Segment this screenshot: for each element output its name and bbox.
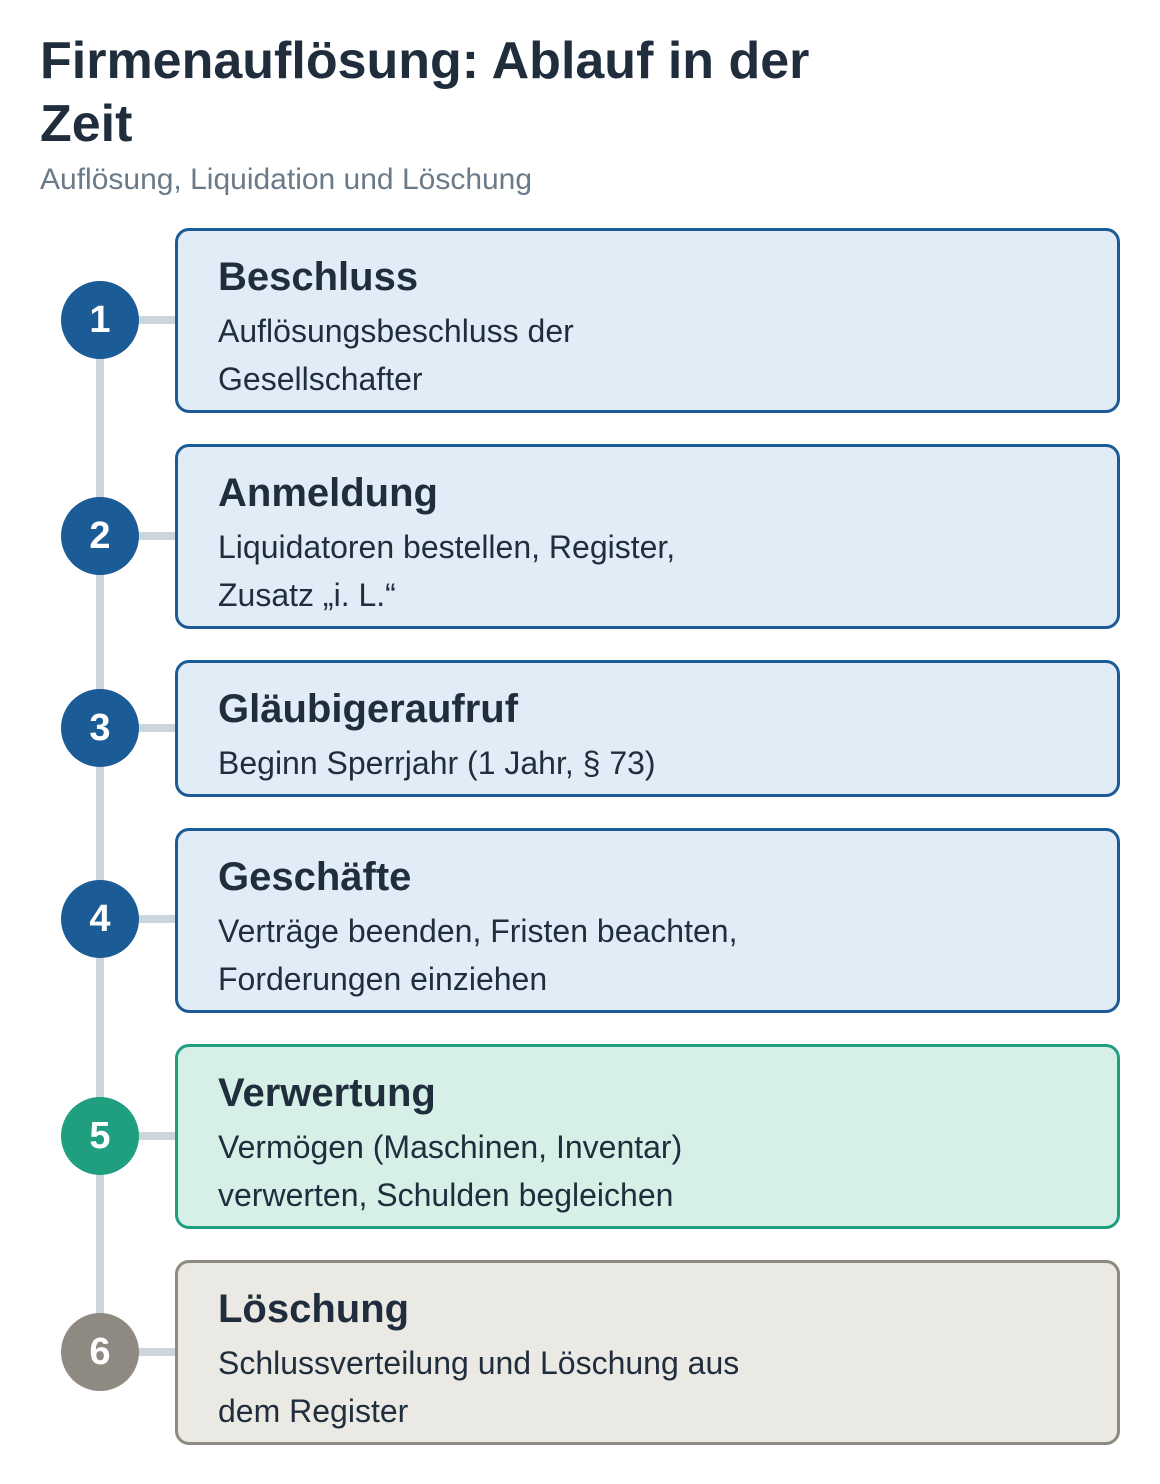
step-title: Geschäfte	[218, 855, 412, 899]
step-description: Vermögen (Maschinen, Inventar) verwerten, Schulden begleichen	[218, 1129, 683, 1213]
step-title: Gläubigeraufruf	[218, 687, 519, 731]
timeline-spine	[96, 320, 104, 1352]
step-card	[175, 828, 1120, 1013]
step-description: Auflösungsbeschluss der Gesellschafter	[218, 313, 574, 397]
step-number-badge: 6	[61, 1313, 139, 1391]
step-title: Beschluss	[218, 255, 419, 299]
step-card	[175, 660, 1120, 797]
page-subtitle: Auflösung, Liquidation und Löschung	[40, 163, 533, 196]
step-card	[175, 228, 1120, 413]
step-number-badge: 5	[61, 1097, 139, 1175]
step-title: Verwertung	[218, 1071, 436, 1115]
step-description: Liquidatoren bestellen, Register, Zusatz „i. L.“	[218, 529, 676, 613]
step-card	[175, 1260, 1120, 1445]
step-number-badge: 3	[61, 689, 139, 767]
step-number-badge: 4	[61, 880, 139, 958]
step-number-badge: 1	[61, 281, 139, 359]
step-description: Schlussverteilung und Löschung aus dem Register	[218, 1345, 740, 1429]
step-number-badge: 2	[61, 497, 139, 575]
step-card	[175, 444, 1120, 629]
step-title: Löschung	[218, 1287, 410, 1331]
step-card	[175, 1044, 1120, 1229]
step-title: Anmeldung	[218, 471, 438, 515]
page-title: Firmenauflösung: Ablauf in der Zeit	[40, 32, 810, 153]
step-description: Verträge beenden, Fristen beachten, Forderungen einziehen	[218, 913, 738, 997]
step-description: Beginn Sperrjahr (1 Jahr, § 73)	[218, 745, 656, 781]
